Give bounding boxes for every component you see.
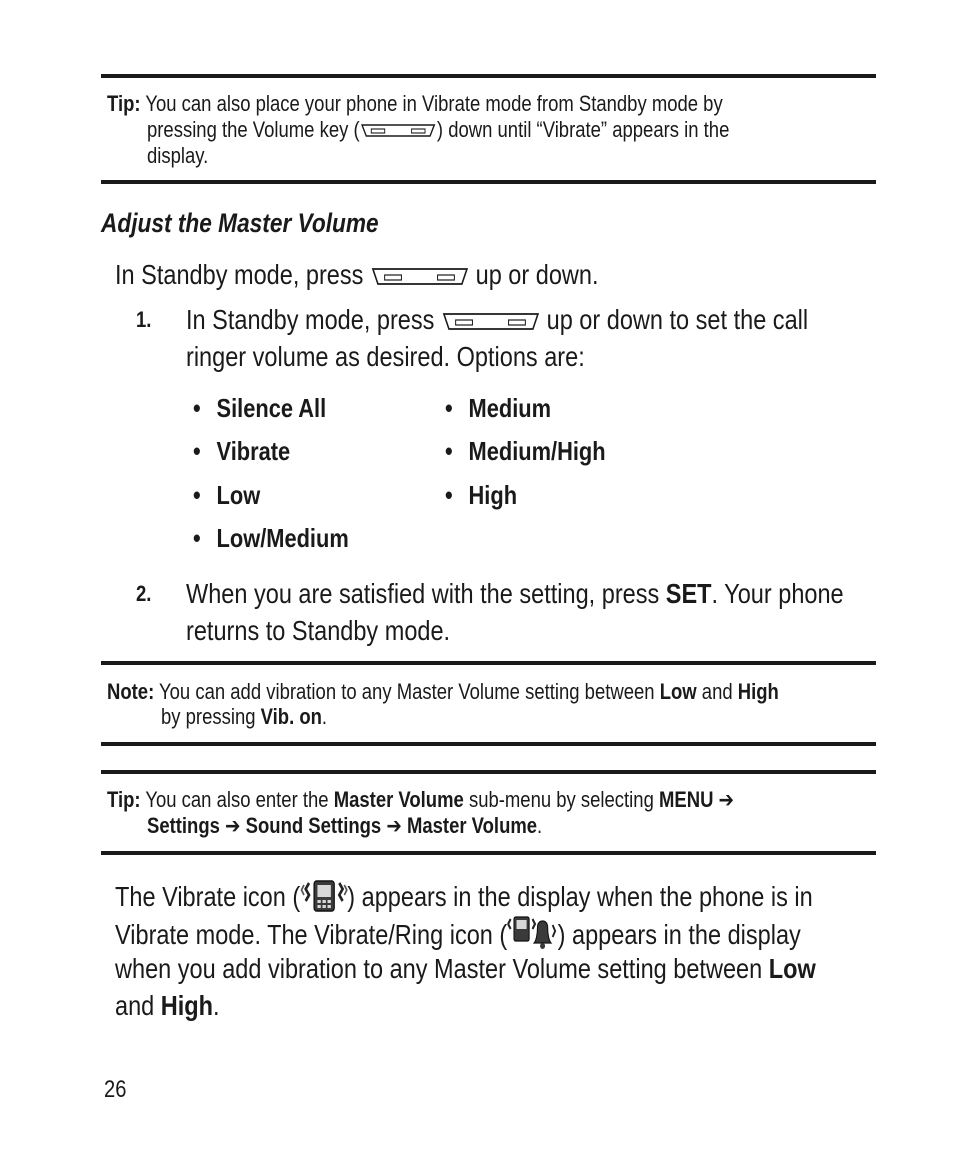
note-line-2: by pressing Vib. on. — [161, 704, 328, 729]
step-2-number: 2. — [136, 581, 152, 606]
step-2-line-2: returns to Standby mode. — [186, 615, 451, 646]
tip2-line-2: Settings ➔ Sound Settings ➔ Master Volume. — [147, 813, 543, 838]
note-bottom-rule — [101, 742, 876, 746]
step-1-line-1: In Standby mode, press up or down to set the call — [186, 304, 809, 335]
note-label: Note: — [107, 679, 155, 704]
closing-line-3: when you add vibration to any Master Volume setting between Low — [115, 953, 816, 984]
option-item: • Low — [193, 480, 261, 510]
section-heading: Adjust the Master Volume — [101, 208, 379, 238]
step-2-line-1: When you are satisfied with the setting, press SET. Your phone — [186, 578, 844, 609]
closing-line-1: The Vibrate icon ( ) appears in the display when the phone is in — [115, 875, 946, 922]
option-item: • Low/Medium — [193, 523, 349, 553]
step-1-line-2: ringer volume as desired. Options are: — [186, 341, 585, 372]
tip1-top-rule — [101, 74, 876, 78]
volume-key-icon — [370, 267, 469, 287]
tip2-top-rule — [101, 770, 876, 774]
closing-line-2: Vibrate mode. The Vibrate/Ring icon ( ) appears in the display — [115, 913, 931, 960]
option-item: • Vibrate — [193, 436, 291, 466]
tip1-line-3: display. — [147, 143, 209, 168]
note-top-rule — [101, 661, 876, 665]
option-item: • High — [445, 480, 518, 510]
tip1-label: Tip: — [107, 91, 141, 116]
tip1-line-1: Tip: You can also place your phone in Vibrate mode from Standby mode by — [107, 91, 723, 116]
option-item: • Medium/High — [445, 436, 606, 466]
note-line-1: Note: You can add vibration to any Master Volume setting between Low and High — [107, 679, 779, 704]
tip1-bottom-rule — [101, 180, 876, 184]
intro-line: In Standby mode, press up or down. — [115, 259, 599, 290]
option-item: • Medium — [445, 393, 552, 423]
volume-key-icon — [441, 312, 540, 332]
closing-line-4: and High. — [115, 990, 220, 1021]
step-1-number: 1. — [136, 307, 152, 332]
option-item: • Silence All — [193, 393, 327, 423]
tip2-label: Tip: — [107, 787, 141, 812]
tip1-line-2: pressing the Volume key ( ) down until “Vibrate” appears in the — [147, 117, 730, 142]
volume-key-icon — [360, 123, 437, 139]
page-number: 26 — [104, 1076, 127, 1103]
tip2-bottom-rule — [101, 851, 876, 855]
tip2-line-1: Tip: You can also enter the Master Volume sub-menu by selecting MENU ➔ — [107, 787, 735, 812]
